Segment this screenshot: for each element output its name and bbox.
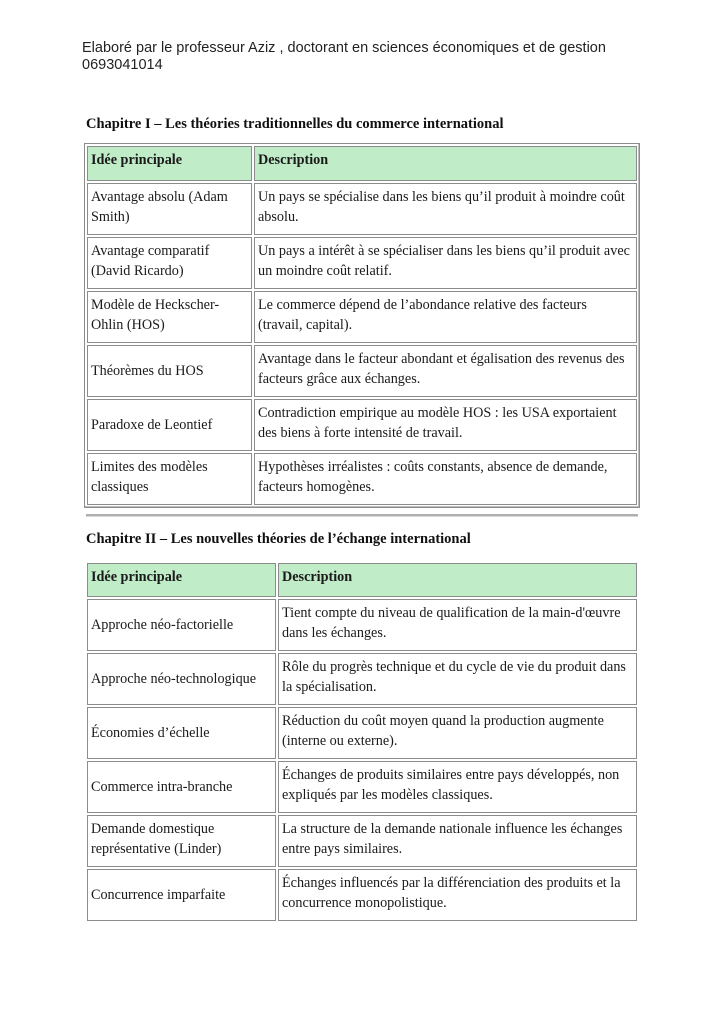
idea-cell: Approche néo-factorielle bbox=[87, 599, 276, 651]
table-row bbox=[87, 761, 637, 813]
table-row bbox=[87, 345, 637, 397]
description-cell: Le commerce dépend de l’abondance relative des facteurs (travail, capital). bbox=[254, 291, 637, 343]
idea-cell: Concurrence imparfaite bbox=[87, 869, 276, 921]
chapter-2-title: Chapitre II – Les nouvelles théories de l’échange international bbox=[86, 531, 471, 547]
description-cell: Tient compte du niveau de qualification de la main-d'œuvre dans les échanges. bbox=[278, 599, 637, 651]
table-header-row bbox=[87, 146, 637, 181]
description-cell: Un pays se spécialise dans les biens qu’il produit à moindre coût absolu. bbox=[254, 183, 637, 235]
table-row bbox=[87, 707, 637, 759]
description-cell: Échanges de produits similaires entre pays développés, non expliqués par les modèles classiques. bbox=[278, 761, 637, 813]
table-row bbox=[87, 599, 637, 651]
table-row bbox=[87, 815, 637, 867]
idea-cell: Approche néo-technologique bbox=[87, 653, 276, 705]
table-row bbox=[87, 291, 637, 343]
table-row bbox=[87, 453, 637, 505]
table-row bbox=[87, 653, 637, 705]
table-row bbox=[87, 869, 637, 921]
chapter-1-title: Chapitre I – Les théories traditionnelles du commerce international bbox=[86, 116, 504, 132]
description-cell: Avantage dans le facteur abondant et égalisation des revenus des facteurs grâce aux échanges. bbox=[254, 345, 637, 397]
column-header-description: Description bbox=[254, 146, 637, 181]
description-cell: Échanges influencés par la différenciation des produits et la concurrence monopolistique. bbox=[278, 869, 637, 921]
idea-cell: Avantage comparatif (David Ricardo) bbox=[87, 237, 252, 289]
idea-cell: Limites des modèles classiques bbox=[87, 453, 252, 505]
idea-cell: Théorèmes du HOS bbox=[87, 345, 252, 397]
description-cell: Contradiction empirique au modèle HOS : les USA exportaient des biens à forte intensité de travail. bbox=[254, 399, 637, 451]
description-cell: Hypothèses irréalistes : coûts constants, absence de demande, facteurs homogènes. bbox=[254, 453, 637, 505]
author-line: Elaboré par le professeur Aziz , doctorant en sciences économiques et de gestion bbox=[82, 40, 606, 56]
description-cell: Un pays a intérêt à se spécialiser dans les biens qu’il produit avec un moindre coût relatif. bbox=[254, 237, 637, 289]
table-row bbox=[87, 237, 637, 289]
table-header-row bbox=[87, 563, 637, 597]
column-header-idea: Idée principale bbox=[87, 563, 276, 597]
description-cell: La structure de la demande nationale influence les échanges entre pays similaires. bbox=[278, 815, 637, 867]
table-row bbox=[87, 183, 637, 235]
author-header bbox=[82, 40, 606, 74]
chapter-2-table bbox=[85, 561, 639, 923]
idea-cell: Paradoxe de Leontief bbox=[87, 399, 252, 451]
chapter-1-table bbox=[84, 143, 640, 508]
idea-cell: Commerce intra-branche bbox=[87, 761, 276, 813]
description-cell: Réduction du coût moyen quand la production augmente (interne ou externe). bbox=[278, 707, 637, 759]
table-row bbox=[87, 399, 637, 451]
description-cell: Rôle du progrès technique et du cycle de vie du produit dans la spécialisation. bbox=[278, 653, 637, 705]
idea-cell: Avantage absolu (Adam Smith) bbox=[87, 183, 252, 235]
column-header-description: Description bbox=[278, 563, 637, 597]
section-divider bbox=[86, 514, 638, 517]
idea-cell: Demande domestique représentative (Linder) bbox=[87, 815, 276, 867]
idea-cell: Économies d’échelle bbox=[87, 707, 276, 759]
idea-cell: Modèle de Heckscher-Ohlin (HOS) bbox=[87, 291, 252, 343]
column-header-idea: Idée principale bbox=[87, 146, 252, 181]
phone-number: 0693041014 bbox=[82, 57, 163, 73]
